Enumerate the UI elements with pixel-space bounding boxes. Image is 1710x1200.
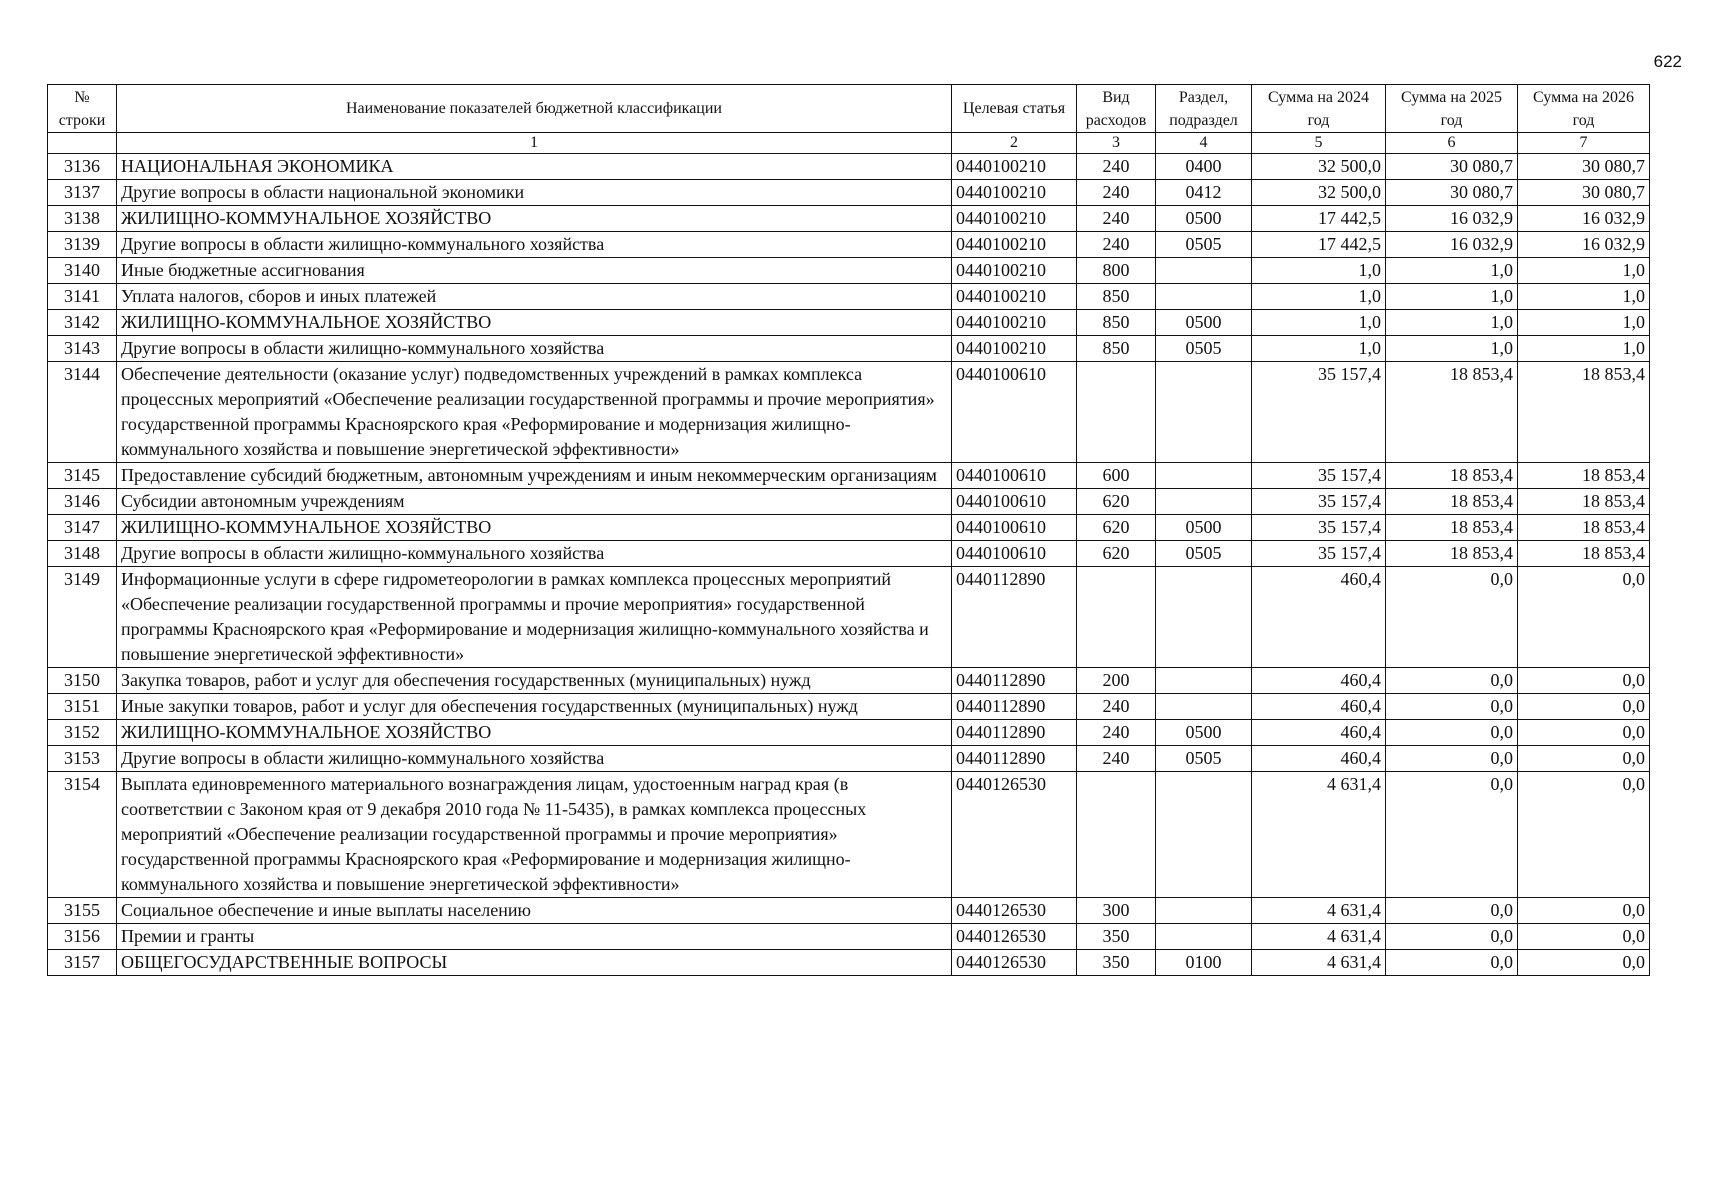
section-cell: 0400 <box>1156 154 1252 180</box>
sum-2025-cell: 0,0 <box>1386 567 1518 668</box>
column-number: 7 <box>1518 133 1650 154</box>
table-row <box>48 154 1650 180</box>
sum-2024-cell: 460,4 <box>1252 694 1386 720</box>
row-number-cell: 3141 <box>48 284 117 310</box>
sum-2026-cell: 16 032,9 <box>1518 206 1650 232</box>
sum-2024-cell: 17 442,5 <box>1252 206 1386 232</box>
header-sum-2025: Сумма на 2025 год <box>1386 85 1518 133</box>
sum-2025-cell: 0,0 <box>1386 898 1518 924</box>
row-name-cell: Предоставление субсидий бюджетным, автономным учреждениям и иным некоммерческим организациям <box>117 463 952 489</box>
target-code-cell: 0440126530 <box>952 924 1077 950</box>
table-row <box>48 489 1650 515</box>
section-cell <box>1156 898 1252 924</box>
header-name: Наименование показателей бюджетной классификации <box>117 85 952 133</box>
sum-2026-cell: 1,0 <box>1518 310 1650 336</box>
row-name-cell: Обеспечение деятельности (оказание услуг) подведомственных учреждений в рамках комплекса процессных мероприятий «Обеспечение реализации государственной программы и прочие мероприятия» государственной программы Красноярского края «Реформирование и модернизация жилищно-коммунального хозяйства и повышение энергетической эффективности» <box>117 362 952 463</box>
target-code-cell: 0440100210 <box>952 180 1077 206</box>
table-row <box>48 206 1650 232</box>
expense-type-cell: 600 <box>1077 463 1156 489</box>
sum-2024-cell: 4 631,4 <box>1252 924 1386 950</box>
target-code-cell: 0440100610 <box>952 541 1077 567</box>
sum-2026-cell: 18 853,4 <box>1518 362 1650 463</box>
sum-2025-cell: 18 853,4 <box>1386 362 1518 463</box>
row-name-cell: Уплата налогов, сборов и иных платежей <box>117 284 952 310</box>
sum-2025-cell: 0,0 <box>1386 720 1518 746</box>
row-name-cell: Премии и гранты <box>117 924 952 950</box>
expense-type-cell: 240 <box>1077 180 1156 206</box>
section-cell <box>1156 489 1252 515</box>
section-cell: 0412 <box>1156 180 1252 206</box>
row-name-cell: Другие вопросы в области жилищно-коммунального хозяйства <box>117 232 952 258</box>
row-name-cell: НАЦИОНАЛЬНАЯ ЭКОНОМИКА <box>117 154 952 180</box>
row-number-cell: 3142 <box>48 310 117 336</box>
expense-type-cell: 240 <box>1077 232 1156 258</box>
table-row <box>48 720 1650 746</box>
sum-2025-cell: 0,0 <box>1386 746 1518 772</box>
expense-type-cell: 300 <box>1077 898 1156 924</box>
row-name-cell: Другие вопросы в области жилищно-коммунального хозяйства <box>117 336 952 362</box>
row-name-cell: Закупка товаров, работ и услуг для обеспечения государственных (муниципальных) нужд <box>117 668 952 694</box>
sum-2026-cell: 0,0 <box>1518 924 1650 950</box>
target-code-cell: 0440100210 <box>952 310 1077 336</box>
table-row <box>48 284 1650 310</box>
section-cell <box>1156 668 1252 694</box>
target-code-cell: 0440100610 <box>952 463 1077 489</box>
sum-2024-cell: 1,0 <box>1252 336 1386 362</box>
table-row <box>48 258 1650 284</box>
sum-2026-cell: 18 853,4 <box>1518 463 1650 489</box>
sum-2024-cell: 35 157,4 <box>1252 541 1386 567</box>
sum-2026-cell: 0,0 <box>1518 567 1650 668</box>
sum-2024-cell: 32 500,0 <box>1252 154 1386 180</box>
header-row-no: № строки <box>48 85 117 133</box>
row-number-cell: 3144 <box>48 362 117 463</box>
expense-type-cell: 850 <box>1077 310 1156 336</box>
expense-type-cell: 620 <box>1077 489 1156 515</box>
header-row <box>48 85 1650 133</box>
row-number-cell: 3139 <box>48 232 117 258</box>
sum-2026-cell: 1,0 <box>1518 258 1650 284</box>
section-cell <box>1156 772 1252 898</box>
sum-2026-cell: 18 853,4 <box>1518 515 1650 541</box>
section-cell: 0100 <box>1156 950 1252 976</box>
row-name-cell: Другие вопросы в области жилищно-коммунального хозяйства <box>117 746 952 772</box>
row-number-cell: 3155 <box>48 898 117 924</box>
page-number: 622 <box>1653 52 1682 71</box>
section-cell: 0505 <box>1156 232 1252 258</box>
table-row <box>48 668 1650 694</box>
sum-2026-cell: 1,0 <box>1518 284 1650 310</box>
sum-2024-cell: 32 500,0 <box>1252 180 1386 206</box>
sum-2026-cell: 18 853,4 <box>1518 489 1650 515</box>
row-name-cell: ЖИЛИЩНО-КОММУНАЛЬНОЕ ХОЗЯЙСТВО <box>117 206 952 232</box>
sum-2024-cell: 1,0 <box>1252 284 1386 310</box>
header-sum-2024: Сумма на 2024 год <box>1252 85 1386 133</box>
expense-type-cell: 850 <box>1077 336 1156 362</box>
row-name-cell: Социальное обеспечение и иные выплаты населению <box>117 898 952 924</box>
row-name-cell: Субсидии автономным учреждениям <box>117 489 952 515</box>
target-code-cell: 0440100210 <box>952 258 1077 284</box>
expense-type-cell: 240 <box>1077 720 1156 746</box>
sum-2025-cell: 18 853,4 <box>1386 515 1518 541</box>
row-number-cell: 3148 <box>48 541 117 567</box>
row-number-cell: 3153 <box>48 746 117 772</box>
expense-type-cell: 240 <box>1077 154 1156 180</box>
table-row <box>48 567 1650 668</box>
sum-2026-cell: 16 032,9 <box>1518 232 1650 258</box>
target-code-cell: 0440100610 <box>952 489 1077 515</box>
target-code-cell: 0440112890 <box>952 720 1077 746</box>
sum-2026-cell: 0,0 <box>1518 668 1650 694</box>
section-cell <box>1156 924 1252 950</box>
sum-2026-cell: 18 853,4 <box>1518 541 1650 567</box>
table-body <box>48 154 1650 976</box>
sum-2024-cell: 35 157,4 <box>1252 515 1386 541</box>
sum-2024-cell: 35 157,4 <box>1252 489 1386 515</box>
row-number-cell: 3150 <box>48 668 117 694</box>
row-name-cell: ЖИЛИЩНО-КОММУНАЛЬНОЕ ХОЗЯЙСТВО <box>117 515 952 541</box>
section-cell: 0500 <box>1156 206 1252 232</box>
row-number-cell: 3157 <box>48 950 117 976</box>
row-number-cell: 3149 <box>48 567 117 668</box>
sum-2026-cell: 0,0 <box>1518 898 1650 924</box>
expense-type-cell: 240 <box>1077 694 1156 720</box>
expense-type-cell: 200 <box>1077 668 1156 694</box>
sum-2026-cell: 30 080,7 <box>1518 154 1650 180</box>
sum-2025-cell: 0,0 <box>1386 924 1518 950</box>
column-number: 6 <box>1386 133 1518 154</box>
section-cell: 0505 <box>1156 336 1252 362</box>
row-number-cell: 3145 <box>48 463 117 489</box>
sum-2025-cell: 18 853,4 <box>1386 541 1518 567</box>
target-code-cell: 0440112890 <box>952 668 1077 694</box>
sum-2026-cell: 0,0 <box>1518 746 1650 772</box>
section-cell: 0500 <box>1156 310 1252 336</box>
expense-type-cell <box>1077 567 1156 668</box>
header-type: Вид расходов <box>1077 85 1156 133</box>
target-code-cell: 0440112890 <box>952 567 1077 668</box>
row-number-cell: 3154 <box>48 772 117 898</box>
sum-2024-cell: 4 631,4 <box>1252 772 1386 898</box>
expense-type-cell: 240 <box>1077 206 1156 232</box>
target-code-cell: 0440126530 <box>952 772 1077 898</box>
sum-2025-cell: 0,0 <box>1386 772 1518 898</box>
sum-2025-cell: 1,0 <box>1386 336 1518 362</box>
expense-type-cell: 350 <box>1077 924 1156 950</box>
section-cell: 0505 <box>1156 541 1252 567</box>
table-row <box>48 924 1650 950</box>
sum-2025-cell: 1,0 <box>1386 310 1518 336</box>
row-name-cell: ЖИЛИЩНО-КОММУНАЛЬНОЕ ХОЗЯЙСТВО <box>117 310 952 336</box>
sum-2026-cell: 0,0 <box>1518 772 1650 898</box>
table-row <box>48 746 1650 772</box>
section-cell <box>1156 567 1252 668</box>
expense-type-cell: 350 <box>1077 950 1156 976</box>
target-code-cell: 0440100610 <box>952 362 1077 463</box>
column-number: 5 <box>1252 133 1386 154</box>
sum-2025-cell: 16 032,9 <box>1386 232 1518 258</box>
table-row <box>48 950 1650 976</box>
expense-type-cell: 850 <box>1077 284 1156 310</box>
target-code-cell: 0440112890 <box>952 746 1077 772</box>
section-cell: 0505 <box>1156 746 1252 772</box>
row-number-cell: 3147 <box>48 515 117 541</box>
header-target: Целевая статья <box>952 85 1077 133</box>
sum-2024-cell: 1,0 <box>1252 310 1386 336</box>
expense-type-cell <box>1077 362 1156 463</box>
sum-2024-cell: 460,4 <box>1252 720 1386 746</box>
row-name-cell: Иные закупки товаров, работ и услуг для обеспечения государственных (муниципальных) нужд <box>117 694 952 720</box>
sum-2024-cell: 1,0 <box>1252 258 1386 284</box>
row-name-cell: Иные бюджетные ассигнования <box>117 258 952 284</box>
sum-2025-cell: 18 853,4 <box>1386 463 1518 489</box>
sum-2024-cell: 460,4 <box>1252 567 1386 668</box>
row-number-cell: 3146 <box>48 489 117 515</box>
expense-type-cell: 800 <box>1077 258 1156 284</box>
row-number-cell: 3140 <box>48 258 117 284</box>
row-number-cell: 3143 <box>48 336 117 362</box>
sum-2024-cell: 4 631,4 <box>1252 950 1386 976</box>
sum-2026-cell: 0,0 <box>1518 694 1650 720</box>
sum-2024-cell: 35 157,4 <box>1252 362 1386 463</box>
sum-2026-cell: 30 080,7 <box>1518 180 1650 206</box>
table-row <box>48 541 1650 567</box>
sum-2025-cell: 1,0 <box>1386 258 1518 284</box>
row-number-cell: 3152 <box>48 720 117 746</box>
sum-2025-cell: 30 080,7 <box>1386 180 1518 206</box>
target-code-cell: 0440100210 <box>952 284 1077 310</box>
row-name-cell: Другие вопросы в области жилищно-коммунального хозяйства <box>117 541 952 567</box>
section-cell <box>1156 362 1252 463</box>
target-code-cell: 0440100210 <box>952 336 1077 362</box>
expense-type-cell <box>1077 772 1156 898</box>
section-cell <box>1156 463 1252 489</box>
target-code-cell: 0440126530 <box>952 898 1077 924</box>
sum-2025-cell: 30 080,7 <box>1386 154 1518 180</box>
section-cell: 0500 <box>1156 720 1252 746</box>
sum-2024-cell: 460,4 <box>1252 746 1386 772</box>
table-row <box>48 232 1650 258</box>
header-section: Раздел, подраздел <box>1156 85 1252 133</box>
column-number <box>48 133 117 154</box>
table-row <box>48 898 1650 924</box>
table-row <box>48 772 1650 898</box>
table-row <box>48 180 1650 206</box>
table-row <box>48 336 1650 362</box>
row-number-cell: 3136 <box>48 154 117 180</box>
section-cell <box>1156 694 1252 720</box>
target-code-cell: 0440126530 <box>952 950 1077 976</box>
header-sum-2026: Сумма на 2026 год <box>1518 85 1650 133</box>
sum-2025-cell: 0,0 <box>1386 950 1518 976</box>
row-name-cell: ОБЩЕГОСУДАРСТВЕННЫЕ ВОПРОСЫ <box>117 950 952 976</box>
table-row <box>48 310 1650 336</box>
column-numbers-row <box>48 133 1650 154</box>
section-cell <box>1156 258 1252 284</box>
column-number: 2 <box>952 133 1077 154</box>
sum-2025-cell: 1,0 <box>1386 284 1518 310</box>
row-name-cell: Другие вопросы в области национальной экономики <box>117 180 952 206</box>
sum-2024-cell: 17 442,5 <box>1252 232 1386 258</box>
target-code-cell: 0440100210 <box>952 154 1077 180</box>
budget-table <box>47 84 1650 976</box>
column-number: 4 <box>1156 133 1252 154</box>
expense-type-cell: 240 <box>1077 746 1156 772</box>
row-number-cell: 3138 <box>48 206 117 232</box>
sum-2024-cell: 35 157,4 <box>1252 463 1386 489</box>
row-number-cell: 3137 <box>48 180 117 206</box>
expense-type-cell: 620 <box>1077 515 1156 541</box>
sum-2025-cell: 0,0 <box>1386 694 1518 720</box>
expense-type-cell: 620 <box>1077 541 1156 567</box>
sum-2026-cell: 1,0 <box>1518 336 1650 362</box>
sum-2026-cell: 0,0 <box>1518 720 1650 746</box>
column-number: 3 <box>1077 133 1156 154</box>
sum-2026-cell: 0,0 <box>1518 950 1650 976</box>
target-code-cell: 0440100610 <box>952 515 1077 541</box>
table-row <box>48 463 1650 489</box>
target-code-cell: 0440100210 <box>952 206 1077 232</box>
row-name-cell: Выплата единовременного материального вознаграждения лицам, удостоенным наград края (в соответствии с Законом края от 9 декабря 2010 года № 11-5435), в рамках комплекса процессных мероприятий «Обеспечение реализации государственной программы и прочие мероприятия» государственной программы Красноярского края «Реформирование и модернизация жилищно-коммунального хозяйства и повышение энергетической эффективности» <box>117 772 952 898</box>
target-code-cell: 0440112890 <box>952 694 1077 720</box>
sum-2024-cell: 4 631,4 <box>1252 898 1386 924</box>
sum-2025-cell: 0,0 <box>1386 668 1518 694</box>
row-name-cell: ЖИЛИЩНО-КОММУНАЛЬНОЕ ХОЗЯЙСТВО <box>117 720 952 746</box>
row-name-cell: Информационные услуги в сфере гидрометеорологии в рамках комплекса процессных мероприятий «Обеспечение реализации государственной программы и прочие мероприятия» государственной программы Красноярского края «Реформирование и модернизация жилищно-коммунального хозяйства и повышение энергетической эффективности» <box>117 567 952 668</box>
section-cell <box>1156 284 1252 310</box>
sum-2025-cell: 18 853,4 <box>1386 489 1518 515</box>
sum-2024-cell: 460,4 <box>1252 668 1386 694</box>
row-number-cell: 3151 <box>48 694 117 720</box>
section-cell: 0500 <box>1156 515 1252 541</box>
column-number: 1 <box>117 133 952 154</box>
table-row <box>48 362 1650 463</box>
row-number-cell: 3156 <box>48 924 117 950</box>
sum-2025-cell: 16 032,9 <box>1386 206 1518 232</box>
table-row <box>48 694 1650 720</box>
target-code-cell: 0440100210 <box>952 232 1077 258</box>
table-row <box>48 515 1650 541</box>
